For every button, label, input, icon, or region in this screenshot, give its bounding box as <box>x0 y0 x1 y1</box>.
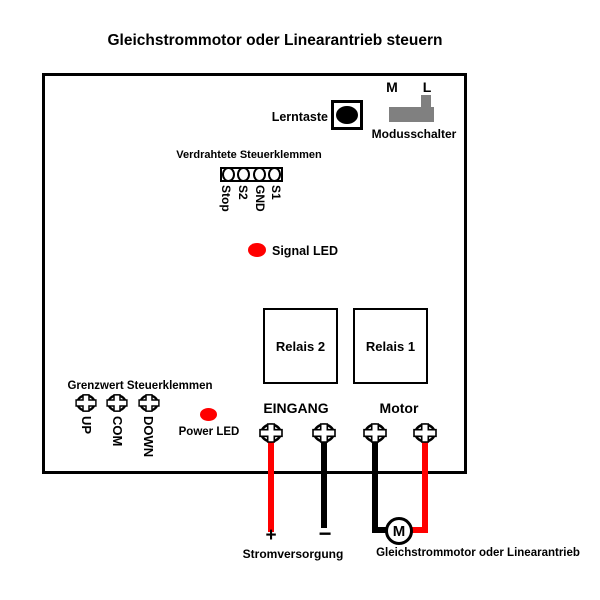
screw-terminal-icon <box>106 394 128 412</box>
motor-group-label: Motor <box>379 400 419 416</box>
wired-terminals-caption: Verdrahtete Steuerklemmen <box>176 149 322 161</box>
screw-terminal-icon <box>413 423 437 443</box>
signal-led-icon <box>248 243 266 257</box>
mode-switch-icon <box>389 107 434 122</box>
wired-terminal-block <box>220 167 283 182</box>
terminal-hole-icon <box>237 167 250 182</box>
limit-pin-label-down: DOWN <box>141 416 156 458</box>
screw-terminal-icon <box>75 394 97 412</box>
relay-2-box <box>263 308 338 384</box>
limit-pin-label-com: COM <box>110 416 125 447</box>
limit-pin-label-up: UP <box>79 416 94 435</box>
wire-power-minus <box>321 441 327 528</box>
mode-switch-caption: Modusschalter <box>371 127 457 141</box>
wired-pin-label-s1: S1 <box>269 185 283 200</box>
relay-2-label: Relais 2 <box>275 338 326 354</box>
terminal-hole-icon <box>268 167 281 182</box>
plus-symbol: + <box>265 525 277 546</box>
wired-pin-label-gnd: GND <box>253 185 267 212</box>
wired-pin-label-stop: Stop <box>219 185 233 212</box>
power-led-icon <box>200 408 217 421</box>
diagram-title: Gleichstrommotor oder Linearantrieb steuern <box>107 32 443 49</box>
limit-terminals-caption: Grenzwert Steuerklemmen <box>67 380 213 392</box>
screw-terminal-icon <box>363 423 387 443</box>
screw-terminal-icon <box>138 394 160 412</box>
minus-symbol: − <box>318 521 332 546</box>
relay-1-box <box>353 308 428 384</box>
learn-button-dot <box>336 106 358 124</box>
wire-power-plus <box>268 441 274 532</box>
external-motor-caption: Gleichstrommotor oder Linearantrieb <box>376 547 580 559</box>
relay-1-label: Relais 1 <box>365 338 416 354</box>
screw-terminal-icon <box>259 423 283 443</box>
wire-motor-black-vertical <box>372 441 378 533</box>
signal-led-label: Signal LED <box>272 244 338 258</box>
mode-switch-m-label: M <box>386 79 398 95</box>
mode-switch-l-label: L <box>422 79 432 95</box>
terminal-hole-icon <box>222 167 235 182</box>
learn-button-label: Lerntaste <box>271 110 328 124</box>
wire-motor-red-vertical <box>422 441 428 533</box>
motor-symbol-icon <box>385 517 413 545</box>
terminal-hole-icon <box>253 167 266 182</box>
wired-pin-label-s2: S2 <box>236 185 250 200</box>
power-led-label: Power LED <box>178 426 240 438</box>
power-supply-caption: Stromversorgung <box>242 547 344 561</box>
motor-symbol-letter: M <box>392 522 406 540</box>
learn-button-icon <box>331 100 363 130</box>
screw-terminal-icon <box>312 423 336 443</box>
input-group-label: EINGANG <box>263 400 329 416</box>
